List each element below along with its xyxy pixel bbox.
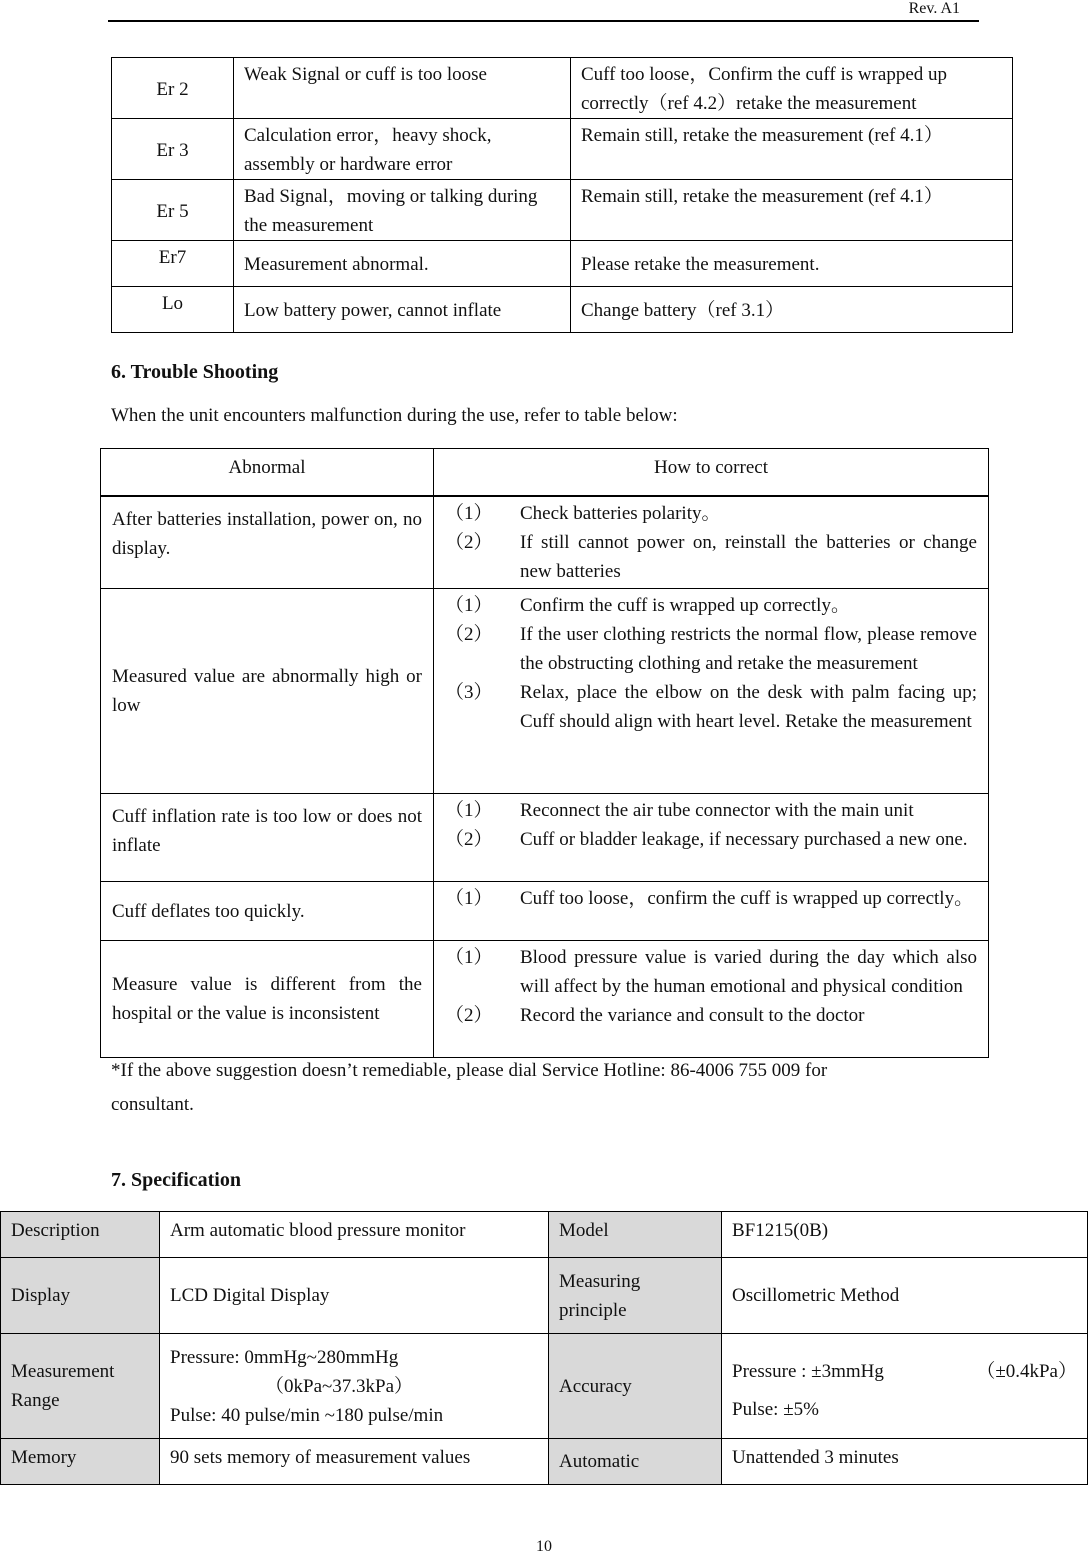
revision-label: Rev. A1 — [908, 0, 960, 17]
error-solution: Remain still, retake the measurement (ref 4.1） — [571, 180, 1013, 241]
abnormal-cell: Measured value are abnormally high or low — [101, 589, 434, 794]
abnormal-cell: Cuff deflates too quickly. — [101, 882, 434, 941]
spec-label: Description — [1, 1212, 160, 1258]
spec-label: Display — [1, 1258, 160, 1334]
spec-label: Measurement Range — [1, 1334, 160, 1439]
spec-value: 90 sets memory of measurement values — [160, 1439, 549, 1485]
correct-cell — [434, 496, 989, 589]
error-code-table — [111, 57, 1013, 333]
spec-value: Unattended 3 minutes — [722, 1439, 1088, 1485]
fix-item: （1） Cuff too loose，confirm the cuff is wrapped up correctly。 — [445, 888, 974, 909]
table-row — [112, 287, 1013, 333]
spec-label: Memory — [1, 1439, 160, 1485]
service-note-line2: consultant. — [111, 1094, 194, 1115]
error-cause: Bad Signal，moving or talking during the measurement — [234, 180, 571, 241]
correct-cell — [434, 589, 989, 794]
spec-label: Accuracy — [549, 1334, 722, 1439]
table-row — [1, 1258, 1088, 1334]
col-abnormal-header: Abnormal — [101, 449, 434, 497]
service-note-line1: *If the above suggestion doesn’t remediable, please dial Service Hotline: 86-4006 755 009 for — [111, 1060, 828, 1081]
table-row — [1, 1439, 1088, 1485]
table-row — [101, 794, 989, 882]
fix-item: （3） Relax, place the elbow on the desk with palm facing up; Cuff should align with heart level. Retake the measurement — [445, 682, 977, 732]
spec-label: Model — [549, 1212, 722, 1258]
fix-item: （2） Record the variance and consult to the doctor — [445, 1005, 865, 1026]
table-row — [1, 1212, 1088, 1258]
table-header-row — [101, 449, 989, 497]
error-code: Er7 — [112, 241, 234, 287]
measurement-range-pressure: Pressure: 0mmHg~280mmHg — [170, 1346, 399, 1368]
spec-value: Oscillometric Method — [722, 1258, 1088, 1334]
abnormal-cell: After batteries installation, power on, no display. — [101, 496, 434, 589]
measurement-range-kpa: （0kPa~37.3kPa） — [265, 1375, 414, 1397]
accuracy-kpa: （±0.4kPa） — [976, 1360, 1077, 1382]
error-cause: Low battery power, cannot inflate — [234, 287, 571, 333]
spec-value — [160, 1334, 549, 1439]
error-cause: Measurement abnormal. — [234, 241, 571, 287]
error-code: Er 5 — [112, 180, 234, 241]
error-solution: Remain still, retake the measurement (ref 4.1） — [571, 119, 1013, 180]
col-correct-header: How to correct — [434, 449, 989, 497]
table-row — [101, 496, 989, 589]
fix-item: （1） Check batteries polarity。 — [445, 503, 721, 524]
spec-label: Measuring principle — [549, 1258, 722, 1334]
error-cause: Calculation error，heavy shock, assembly or hardware error — [234, 119, 571, 180]
spec-value: LCD Digital Display — [160, 1258, 549, 1334]
trouble-shooting-intro: When the unit encounters malfunction during the use, refer to table below: — [111, 405, 678, 426]
trouble-shooting-title: 6. Trouble Shooting — [111, 361, 279, 383]
fix-item: （2） Cuff or bladder leakage, if necessary purchased a new one. — [445, 829, 968, 850]
specification-title: 7. Specification — [111, 1169, 241, 1191]
spec-value: BF1215(0B) — [722, 1212, 1088, 1258]
measurement-range-pulse: Pulse: 40 pulse/min ~180 pulse/min — [170, 1404, 444, 1426]
specification-table — [0, 1211, 1088, 1485]
abnormal-cell: Measure value is different from the hospital or the value is inconsistent — [101, 941, 434, 1058]
correct-cell — [434, 941, 989, 1058]
accuracy-pulse: Pulse: ±5% — [732, 1398, 819, 1420]
table-row — [112, 119, 1013, 180]
error-code: Er 3 — [112, 119, 234, 180]
table-row — [101, 589, 989, 794]
fix-item: （1） Confirm the cuff is wrapped up correctly。 — [445, 595, 850, 616]
table-row — [112, 180, 1013, 241]
correct-cell — [434, 794, 989, 882]
table-row — [112, 58, 1013, 119]
fix-item: （2） If still cannot power on, reinstall the batteries or change new batteries — [445, 532, 977, 582]
spec-value — [722, 1334, 1088, 1439]
error-solution: Change battery（ref 3.1） — [571, 287, 1013, 333]
header-rule — [108, 20, 979, 22]
spec-label: Automatic — [549, 1439, 722, 1485]
table-row — [1, 1334, 1088, 1439]
fix-item: （2） If the user clothing restricts the normal flow, please remove the obstructing clothing and retake the measurement — [445, 624, 977, 674]
spec-value: Arm automatic blood pressure monitor — [160, 1212, 549, 1258]
table-row — [101, 941, 989, 1058]
error-code: Er 2 — [112, 58, 234, 119]
error-solution: Cuff too loose，Confirm the cuff is wrapped up correctly（ref 4.2）retake the measurement — [571, 58, 1013, 119]
correct-cell — [434, 882, 989, 941]
accuracy-pressure: Pressure : ±3mmHg — [732, 1360, 884, 1382]
error-cause: Weak Signal or cuff is too loose — [234, 58, 571, 119]
fix-item: （1） Reconnect the air tube connector with the main unit — [445, 800, 914, 821]
error-code: Lo — [112, 287, 234, 333]
table-row — [101, 882, 989, 941]
trouble-shooting-table — [100, 448, 989, 1058]
abnormal-cell: Cuff inflation rate is too low or does not inflate — [101, 794, 434, 882]
table-row — [112, 241, 1013, 287]
error-solution: Please retake the measurement. — [571, 241, 1013, 287]
page-number: 10 — [536, 1538, 552, 1555]
fix-item: （1） Blood pressure value is varied during the day which also will affect by the human emotional and physical condition — [445, 947, 977, 997]
